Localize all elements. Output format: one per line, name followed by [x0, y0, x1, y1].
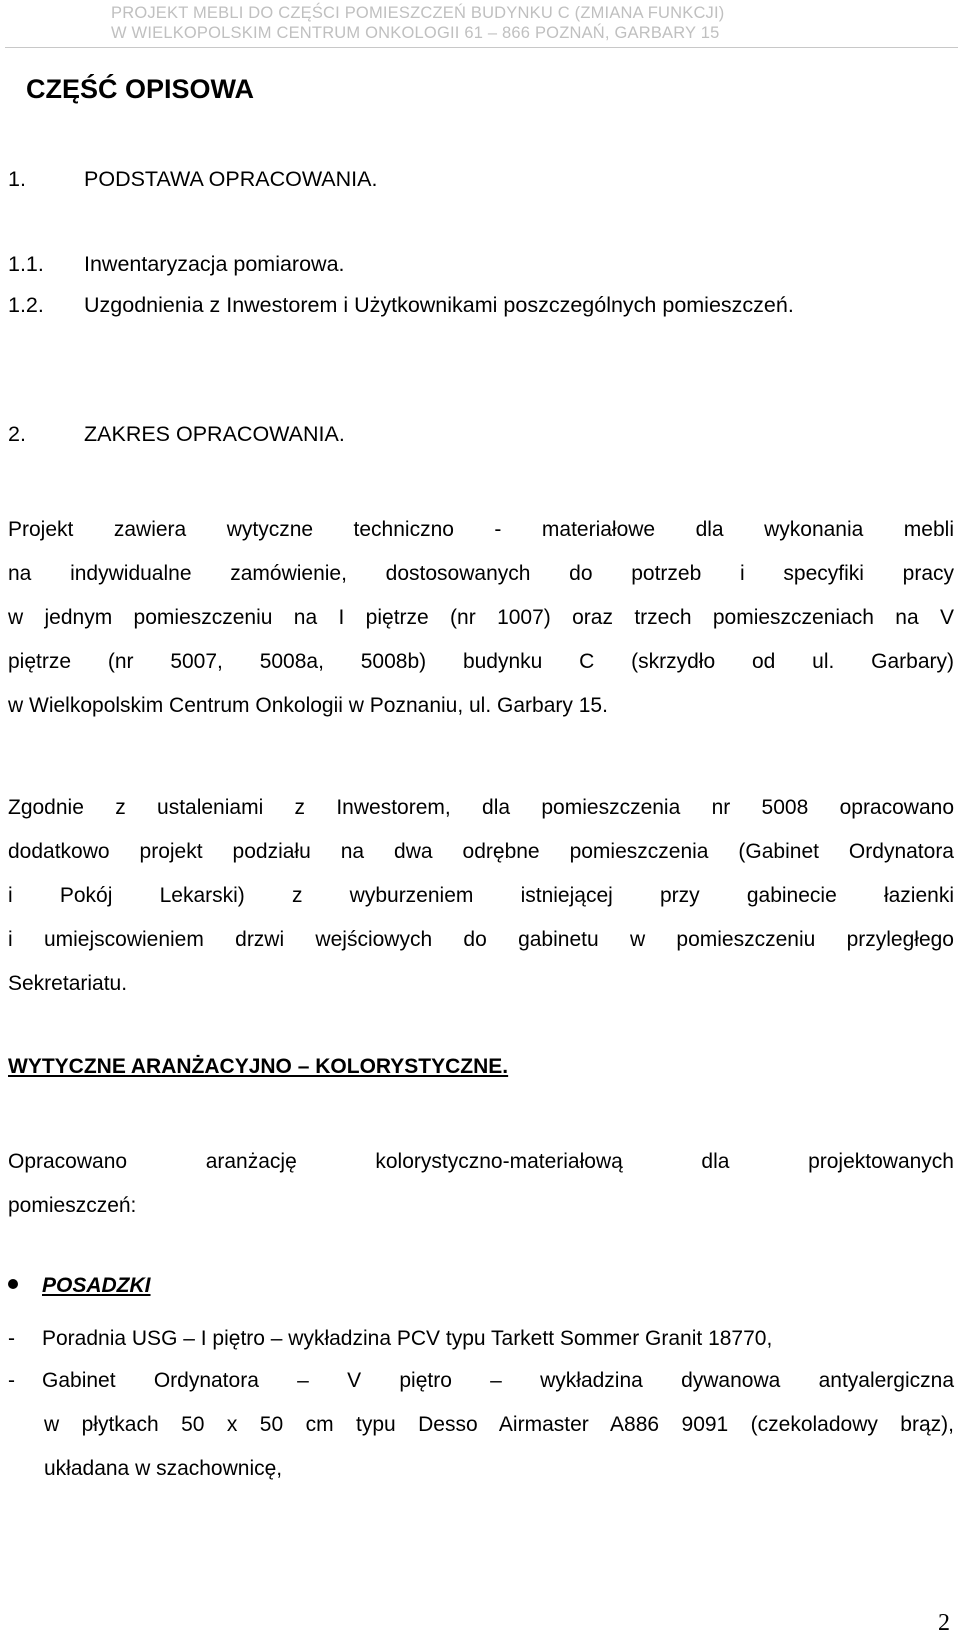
bullet-icon	[8, 1279, 18, 1289]
dash-list-item	[8, 1359, 954, 1491]
paragraph-line: Projekt zawiera wytyczne techniczno - materiałowe dla wykonania mebli	[8, 518, 954, 541]
paragraph-line: dodatkowo projekt podziału na dwa odrębne pomieszczenia (Gabinet Ordynatora	[8, 840, 954, 863]
scope-paragraph-1	[8, 508, 954, 728]
scope-paragraph-2	[8, 786, 954, 1006]
section-1-title: PODSTAWA OPRACOWANIA.	[84, 167, 378, 191]
section-1-number: 1.	[8, 167, 26, 191]
list-item-text: Inwentaryzacja pomiarowa.	[84, 252, 345, 276]
section-1-heading	[8, 167, 377, 192]
list-item	[8, 293, 794, 318]
dash-text: Gabinet Ordynatora – V piętro – wykładzina dywanowa antyalergiczna	[42, 1369, 954, 1392]
dash-line: układana w szachownicę,	[44, 1457, 283, 1480]
header-divider	[5, 47, 958, 48]
section-3-heading: WYTYCZNE ARANŻACYJNO – KOLORYSTYCZNE.	[8, 1055, 509, 1078]
dash-line	[8, 1359, 954, 1403]
bullet-item	[8, 1274, 151, 1298]
paragraph-line: Sekretariatu.	[8, 972, 128, 995]
paragraph-line: w jednym pomieszczeniu na I piętrze (nr 1007) oraz trzech pomieszczeniach na V	[8, 606, 954, 629]
section-2-number: 2.	[8, 422, 26, 446]
paragraph-line: Opracowano aranżację kolorystyczno-materiałową dla projektowanych	[8, 1150, 954, 1173]
dash-list-item	[8, 1317, 954, 1361]
dash-text: Poradnia USG – I piętro – wykładzina PCV typu Tarkett Sommer Granit 18770,	[42, 1327, 773, 1350]
dash-line	[8, 1317, 954, 1361]
list-item-number: 1.1.	[8, 252, 44, 276]
page-header	[0, 0, 960, 50]
paragraph-line: w Wielkopolskim Centrum Onkologii w Poznaniu, ul. Garbary 15.	[8, 694, 608, 717]
dash-marker: -	[8, 1369, 15, 1392]
section-2-title: ZAKRES OPRACOWANIA.	[84, 422, 345, 446]
document-title: CZĘŚĆ OPISOWA	[26, 74, 255, 104]
list-item	[8, 252, 345, 277]
paragraph-line: i Pokój Lekarski) z wyburzeniem istniejącej przy gabinecie łazienki	[8, 884, 954, 907]
list-item-number: 1.2.	[8, 293, 44, 317]
dash-marker: -	[8, 1327, 15, 1350]
dash-line: w płytkach 50 x 50 cm typu Desso Airmaster A886 9091 (czekoladowy brąz),	[44, 1413, 954, 1436]
paragraph-line: na indywidualne zamówienie, dostosowanych do potrzeb i specyfiki pracy	[8, 562, 954, 585]
arrangement-intro	[8, 1140, 954, 1228]
section-2-heading	[8, 422, 345, 447]
paragraph-line: pomieszczeń:	[8, 1194, 137, 1217]
page-number: 2	[938, 1610, 950, 1636]
bullet-label: POSADZKI	[42, 1274, 151, 1297]
paragraph-line: piętrze (nr 5007, 5008a, 5008b) budynku C (skrzydło od ul. Garbary)	[8, 650, 954, 673]
paragraph-line: i umiejscowieniem drzwi wejściowych do gabinetu w pomieszczeniu przyległego	[8, 928, 954, 951]
paragraph-line: Zgodnie z ustaleniami z Inwestorem, dla pomieszczenia nr 5008 opracowano	[8, 796, 954, 819]
list-item-text: Uzgodnienia z Inwestorem i Użytkownikami poszczególnych pomieszczeń.	[84, 293, 794, 317]
header-line-2: W WIELKOPOLSKIM CENTRUM ONKOLOGII 61 – 866 POZNAŃ, GARBARY 15	[111, 24, 720, 42]
header-line-1: PROJEKT MEBLI DO CZĘŚCI POMIESZCZEŃ BUDYNKU C (ZMIANA FUNKCJI)	[111, 4, 725, 22]
